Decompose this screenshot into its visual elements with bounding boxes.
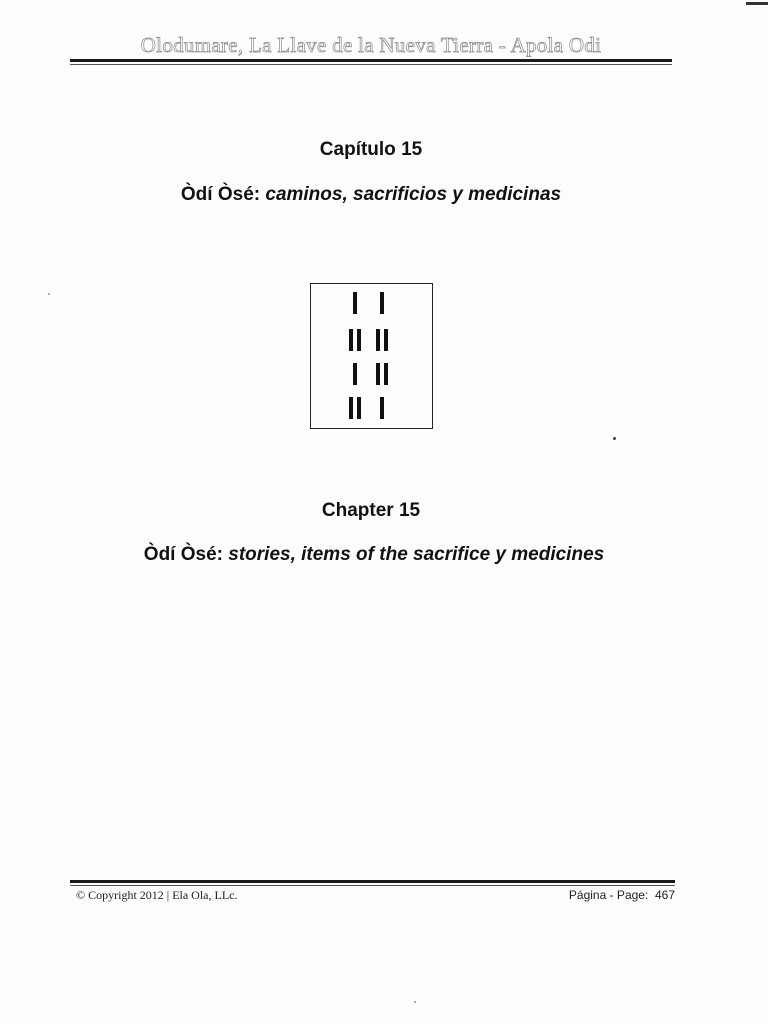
- page-number: 467: [654, 888, 675, 902]
- odu-signature-figure: [310, 283, 433, 429]
- odu-mark: [384, 363, 388, 385]
- odu-mark: [357, 329, 361, 351]
- running-header: Olodumare, La Llave de la Nueva Tierra - Apola Odi: [140, 33, 602, 57]
- odu-mark: [357, 397, 361, 419]
- chapter-subtitle-es: Òdí Òsé: caminos, sacrificios y medicinas: [180, 184, 562, 205]
- odu-mark: [380, 397, 384, 419]
- odu-name-es: Òdí Òsé: [180, 184, 254, 205]
- scan-edge-mark: [746, 2, 768, 5]
- scan-speck: [48, 293, 50, 295]
- odu-mark: [353, 292, 357, 314]
- chapter-title-en: Chapter 15: [321, 500, 421, 521]
- odu-name-en: Òdí Òsé: [143, 544, 217, 565]
- odu-mark: [384, 329, 388, 351]
- chapter-subtitle-en: Òdí Òsé: stories, items of the sacrifice y medicines: [143, 544, 605, 565]
- page-label: Página - Page:: [568, 888, 649, 902]
- subtitle-en: stories, items of the sacrifice y medicines: [228, 544, 605, 565]
- header-rule-thin: [70, 64, 672, 65]
- odu-mark: [376, 329, 380, 351]
- header-rule: [70, 59, 672, 62]
- odu-mark: [349, 397, 353, 419]
- odu-mark: [376, 363, 380, 385]
- footer-rule-thin: [70, 885, 675, 886]
- odu-mark: [349, 329, 353, 351]
- odu-mark: [380, 292, 384, 314]
- odu-mark: [353, 363, 357, 385]
- scan-speck: [414, 1001, 416, 1003]
- chapter-title-es: Capítulo 15: [319, 139, 423, 160]
- scan-speck: [613, 437, 616, 440]
- footer-page-info: [569, 888, 675, 902]
- footer-copyright: © Copyright 2012 | Ela Ola, LLc.: [76, 888, 238, 902]
- footer-rule: [70, 880, 675, 883]
- subtitle-es: caminos, sacrificios y medicinas: [265, 184, 562, 205]
